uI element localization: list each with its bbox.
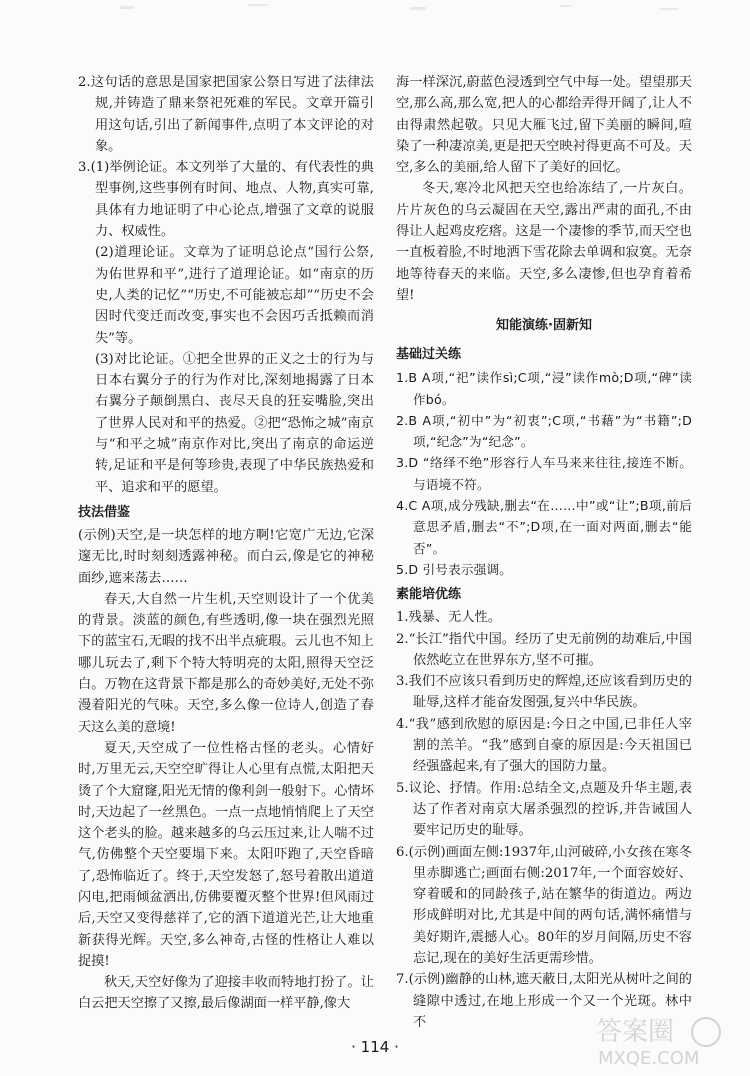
advanced-item-3: 3.我们不应该只看到历史的辉煌,还应该看到历史的耻辱,这样才能奋发图强,复兴中华民族。: [396, 674, 692, 711]
basic-item-2: 2.B A项,“初中”为“初衷”;C项,“书藉”为“书籍”;D项,“纪念”为“纪念”。: [396, 412, 692, 450]
section-title: 知能演练·固新知: [496, 318, 592, 334]
watermark-text-bottom: MXQE.COM: [598, 1048, 700, 1069]
technique-heading: 技法借鉴: [78, 504, 131, 520]
advanced-item-4: 4.“我”感到欣慰的原因是:今日之中国,已非任人宰割的羔羊。“我”感到自豪的原因是:今天祖国已经强盛起来,有了强大的国防力量。: [396, 716, 692, 775]
technique-summer: 夏天,天空成了一位性格古怪的老头。心情好时,万里无云,天空空旷得让人心里有点慌,太阳把天烫了个大窟窿,阳光无情的像利剑一般射下。心情坏时,天边起了一丝黑色。一点一点地悄悄爬上了天空这个老头的脸。越来越多的乌云压过来,让人喘不过气,仿佛整个天空要塌下来。太阳吓跑了,天空昏暗了,恐怖临近了。终于,天空发怒了,怒号着散出道道闪电,把雨倾盆洒出,仿佛要覆灭整个世界!但风雨过后,天空又变得慈祥了,它的酒下道道光芒,让大地重新获得光辉。天空,多么神奇,古怪的性格让人难以捉摸!: [78, 740, 374, 969]
advanced-heading: 素能培优练: [396, 587, 462, 603]
basic-item-1: 1.B A项,“祀”读作sì;C项,“浸”读作mò;D项,“碑”读作bó。: [396, 370, 692, 407]
answer-item-3-2: (2)道理论证。文章为了证明总论点“国行公祭,为佑世界和平”,进行了道理论证。如“南京的历史,人类的记忆”“历史,不可能被忘却”“历史不会因时代变迁而改变,事实也不会因巧舌抵赖而消失”等。: [95, 245, 374, 346]
watermark-text-top: 答案圈: [596, 1017, 675, 1047]
technique-intro: (示例)天空,是一块怎样的地方啊!它宽广无边,它深邃无比,时时刻刻透露神秘。而白云,像是它的神秘面纱,遮来荡去……: [78, 527, 374, 586]
advanced-item-5: 5.议论、抒情。作用:总结全文,点题及升华主题,表达了作者对南京大屠杀强烈的控诉,并告诫国人要牢记历史的耻辱。: [396, 780, 692, 839]
technique-autumn: 秋天,天空好像为了迎接丰收而特地打扮了。让白云把天空擦了又擦,最后像湖面一样平静,像大: [78, 975, 374, 1012]
essay-continued: 海一样深沉,蔚蓝色浸透到空气中每一处。望望那天空,那么高,那么宽,把人的心都给弄得开阔了,让人不由得肃然起敬。只见大雁飞过,留下美丽的瞬间,喧染了一种凄凉美,更是把天空映衬得更高不可及。天空,多么的美丽,给人留下了美好的回忆。: [396, 75, 692, 176]
basic-item-3: 3.D “络绎不绝”形容行人车马来来往往,接连不断。与语境不符。: [396, 455, 692, 492]
advanced-item-6: 6.(示例)画面左侧:1937年,山河破碎,小女孩在寒冬里赤脚逃亡;画面右侧:2017年,一个面容姣好、穿着暖和的同龄孩子,站在繁华的街道边。两边形成鲜明对比,尤其是中间的两句话,满怀痛惜与美好期许,震撼人心。80年的岁月间隔,历史不容忘记,现在的美好生活更需珍惜。: [396, 844, 692, 966]
basic-item-5: 5.D 引号表示强调。: [396, 561, 513, 577]
essay-winter: 冬天,寒冷北风把天空也给冻结了,一片灰白。片片灰色的乌云凝固在天空,露出严肃的面孔,不由得让人起鸡皮疙瘩。这是一个凄惨的季节,而天空也一直板着脸,不时地洒下雪花除去单调和寂寞。无奈地等待春天的来临。天空,多么凄惨,但也孕育着希望!: [396, 181, 692, 303]
scan-artifacts: [0, 0, 750, 24]
technique-spring: 春天,大自然一片生机,天空则设计了一个优美的背景。淡蓝的颜色,有些透明,像一块在强烈光照下的蓝宝石,无暇的找不出半点疵瑕。云儿也不知上哪儿玩去了,剩下个特大特明亮的太阳,照得天空泛白。万物在这背景下都是那么的奇妙美好,无处不弥漫着阳光的气味。天空,多么像一位诗人,创造了春天这么美的意境!: [78, 591, 374, 735]
advanced-item-1: 1.残暴、无人性。: [396, 610, 501, 626]
watermark-logo: [588, 1012, 738, 1070]
right-column: [396, 72, 692, 1033]
left-column: [78, 72, 374, 1015]
page-number: · 114 ·: [351, 1038, 399, 1056]
basic-heading: 基础过关练: [396, 347, 462, 363]
answer-item-2: 2.这句话的意思是国家把国家公祭日写进了法律法规,并铸造了鼎来祭祀死难的军民。文章开篇引用这句话,引出了新闻事件,点明了本文评论的对象。: [78, 75, 374, 154]
answer-item-3-1: 3.(1)举例论证。本文列举了大量的、有代表性的典型事例,这些事例有时间、地点、人物,真实可靠,具体有力地证明了中心论点,增强了文章的说服力、权威性。: [78, 160, 374, 240]
advanced-item-2: 2.“长江”指代中国。经历了史无前例的劫难后,中国依然屹立在世界东方,坚不可摧。: [396, 631, 692, 668]
advanced-item-7: 7.(示例)幽静的山林,遮天蔽日,太阳光从树叶之间的缝隙中透过,在地上形成一个又一个光斑。林中不: [396, 972, 692, 1030]
basic-item-4: 4.C A项,成分残缺,删去“在……中”或“让”;B项,前后意思矛盾,删去“不”;D项,在一面对两面,删去“能否”。: [396, 498, 692, 556]
answer-item-3-3: (3)对比论证。①把全世界的正义之士的行为与日本右翼分子的行为作对比,深刻地揭露了日本右翼分子颠倒黑白、丧尽天良的狂妄嘴脸,突出了世界人民对和平的热爱。②把“恐怖之城”南京与“和平之城”南京作对比,突出了南京的命运逆转,足证和平是何等珍贵,表现了中华民族热爱和平、追求和平的愿望。: [95, 351, 374, 495]
